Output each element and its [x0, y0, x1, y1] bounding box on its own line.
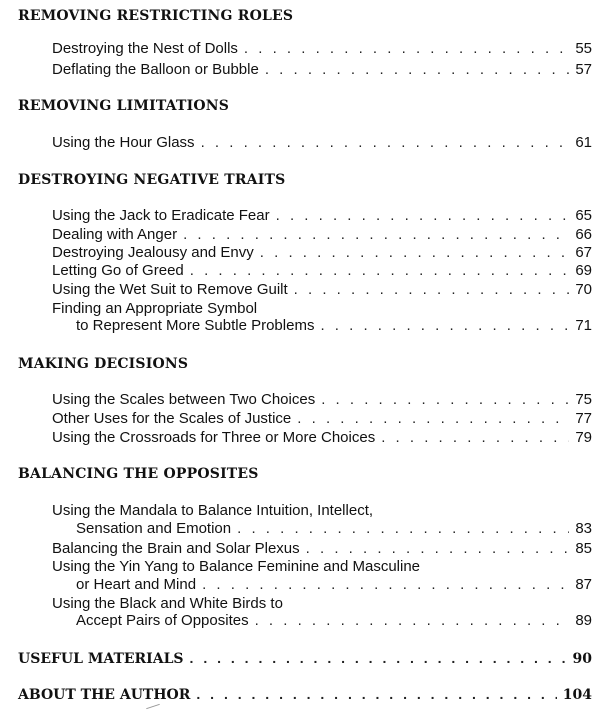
dot-leader [244, 40, 569, 57]
entry-page: 87 [575, 576, 592, 593]
entry-page: 67 [575, 244, 592, 261]
dot-leader [202, 576, 569, 593]
toc-entry[interactable] [52, 244, 592, 262]
section-heading: MAKING DECISIONS [18, 356, 189, 372]
dot-leader [294, 281, 570, 298]
dot-leader [265, 61, 570, 78]
entry-title: Dealing with Anger [52, 226, 178, 243]
dot-leader [237, 520, 569, 537]
entry-page: 70 [575, 281, 592, 298]
entry-page: 71 [575, 317, 592, 334]
entry-title: Using the Wet Suit to Remove Guilt [52, 281, 288, 298]
toc-entry[interactable] [52, 40, 592, 58]
entry-page: 79 [575, 429, 592, 446]
toc-entry[interactable] [52, 134, 592, 152]
entry-page: 57 [575, 61, 592, 78]
entry-title[interactable]: Using the Mandala to Balance Intuition, Intellect, [52, 502, 374, 519]
toc-entry[interactable] [52, 391, 592, 409]
entry-page: 77 [575, 410, 592, 427]
toc-entry[interactable] [52, 429, 592, 447]
entry-page: 104 [562, 687, 592, 703]
toc-entry[interactable] [52, 207, 592, 225]
entry-page: 85 [575, 540, 592, 557]
dot-leader [320, 317, 569, 334]
entry-title: Other Uses for the Scales of Justice [52, 410, 292, 427]
dot-leader [321, 391, 569, 408]
entry-page: 65 [575, 207, 592, 224]
section-heading: BALANCING THE OPPOSITES [18, 466, 259, 482]
entry-page: 55 [575, 40, 592, 57]
dot-leader [196, 686, 556, 702]
toc-entry[interactable] [52, 410, 592, 428]
dot-leader [276, 207, 570, 224]
toc-entry[interactable] [52, 612, 592, 630]
dot-leader [297, 410, 569, 427]
entry-title[interactable]: Using the Black and White Birds to [52, 595, 283, 612]
section-heading: REMOVING RESTRICTING ROLES [18, 8, 294, 24]
entry-page: 89 [575, 612, 592, 629]
entry-title: USEFUL MATERIALS [18, 651, 184, 667]
dot-leader [306, 540, 570, 557]
entry-title: Destroying Jealousy and Envy [52, 244, 254, 261]
entry-title: Letting Go of Greed [52, 262, 184, 279]
toc-entry[interactable] [52, 317, 592, 335]
entry-title[interactable]: Using the Yin Yang to Balance Feminine and Masculine [52, 558, 421, 575]
entry-title: Using the Scales between Two Choices [52, 391, 316, 408]
toc-entry[interactable] [52, 576, 592, 594]
entry-title-continuation: Sensation and Emotion [76, 520, 232, 537]
section-heading: DESTROYING NEGATIVE TRAITS [18, 172, 286, 188]
toc-entry-useful-materials[interactable] [18, 650, 592, 668]
pen-mark [146, 704, 160, 709]
entry-title: Using the Crossroads for Three or More Choices [52, 429, 376, 446]
toc-entry[interactable] [52, 262, 592, 280]
dot-leader [260, 244, 570, 261]
entry-title: Using the Hour Glass [52, 134, 195, 151]
dot-leader [201, 134, 570, 151]
entry-page: 90 [572, 651, 592, 667]
entry-title: ABOUT THE AUTHOR [18, 687, 191, 703]
section-heading: REMOVING LIMITATIONS [18, 98, 230, 114]
entry-title-continuation: or Heart and Mind [76, 576, 197, 593]
dot-leader [190, 262, 570, 279]
toc-entry[interactable] [52, 520, 592, 538]
dot-leader [190, 650, 567, 666]
toc-entry[interactable] [52, 281, 592, 299]
entry-title[interactable]: Finding an Appropriate Symbol [52, 300, 258, 317]
dot-leader [255, 612, 570, 629]
entry-title-continuation: Accept Pairs of Opposites [76, 612, 249, 629]
dot-leader [381, 429, 569, 446]
entry-title: Deflating the Balloon or Bubble [52, 61, 259, 78]
toc-entry-about-the-author[interactable] [18, 686, 592, 704]
entry-title: Destroying the Nest of Dolls [52, 40, 238, 57]
entry-title-continuation: to Represent More Subtle Problems [76, 317, 315, 334]
entry-title: Balancing the Brain and Solar Plexus [52, 540, 300, 557]
entry-page: 83 [575, 520, 592, 537]
toc-entry[interactable] [52, 61, 592, 79]
entry-page: 61 [575, 134, 592, 151]
entry-page: 75 [575, 391, 592, 408]
toc-entry[interactable] [52, 226, 592, 244]
dot-leader [183, 226, 569, 243]
entry-page: 69 [575, 262, 592, 279]
entry-page: 66 [575, 226, 592, 243]
entry-title: Using the Jack to Eradicate Fear [52, 207, 270, 224]
toc-entry[interactable] [52, 540, 592, 558]
